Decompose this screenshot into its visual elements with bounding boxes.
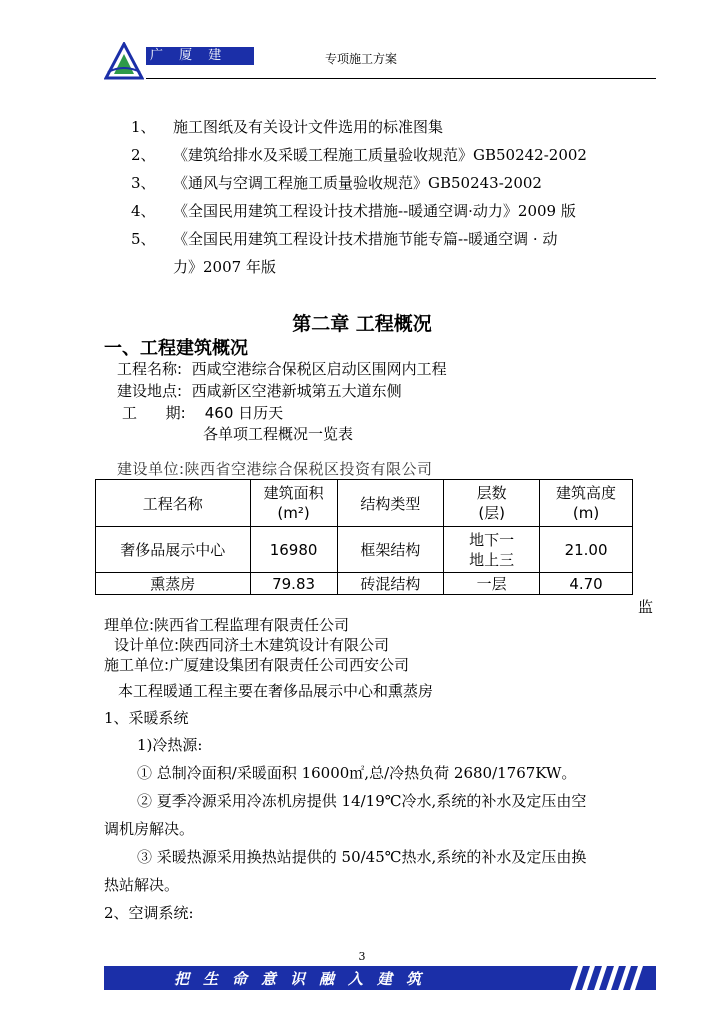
section-title: 一、工程建筑概况	[104, 338, 248, 359]
table-row	[96, 527, 633, 573]
table-cell: 框架结构	[337, 527, 444, 573]
footer-stripes-icon	[562, 966, 652, 990]
design-unit: 设计单位:陕西同济土木建筑设计有限公司	[114, 636, 390, 654]
table-cell: 21.00	[540, 527, 633, 573]
table-cell: 熏蒸房	[96, 573, 251, 595]
company-logo-icon	[104, 42, 144, 80]
company-name: 广 厦 建 设	[146, 47, 254, 65]
construction-unit: 施工单位:广厦建设集团有限责任公司西安公司	[104, 656, 410, 674]
heading-heating: 1、采暖系统	[104, 709, 189, 727]
intro-paragraph: 本工程暖通工程主要在奢侈品展示中心和熏蒸房	[118, 682, 434, 700]
table-cell: 一层	[444, 573, 540, 595]
paragraph-item: ② 夏季冷源采用冷冻机房提供 14/19℃冷水,系统的补水及定压由空	[137, 792, 587, 810]
table-cell: 79.83	[250, 573, 337, 595]
table-row	[96, 573, 633, 595]
reference-continuation: 力》2007 年版	[173, 258, 276, 276]
header-cell: 结构类型	[337, 480, 444, 527]
header-cell: 建筑高度 (m)	[540, 480, 633, 527]
table-cell: 4.70	[540, 573, 633, 595]
heading-ac: 2、空调系统:	[104, 904, 194, 922]
paragraph-continuation: 调机房解决。	[104, 820, 195, 838]
subheading-source: 1)冷热源:	[137, 736, 203, 754]
project-overview-table	[95, 479, 633, 595]
table-cell: 16980	[250, 527, 337, 573]
wrapped-character: 监	[638, 598, 654, 616]
chapter-title: 第二章 工程概况	[292, 313, 432, 335]
header-cell: 层数 (层)	[444, 480, 540, 527]
header-divider	[146, 78, 656, 79]
paragraph-item: ① 总制冷面积/采暖面积 16000㎡,总/冷热负荷 2680/1767KW。	[137, 764, 577, 782]
table-cell: 奢侈品展示中心	[96, 527, 251, 573]
owner-unit: 建设单位:陕西省空港综合保税区投资有限公司	[117, 460, 433, 478]
project-name-row: 工程名称: 西咸空港综合保税区启动区围网内工程	[117, 360, 447, 378]
table-title: 各单项工程概况一览表	[203, 425, 354, 443]
header-cell: 工程名称	[96, 480, 251, 527]
footer-motto: 把生命意识融入建筑	[174, 970, 436, 988]
page-number: 3	[358, 950, 366, 963]
paragraph-continuation: 热站解决。	[104, 876, 180, 894]
table-header-row	[96, 480, 633, 527]
project-location-row: 建设地点: 西咸新区空港新城第五大道东侧	[117, 382, 402, 400]
supervision-unit: 理单位:陕西省工程监理有限责任公司	[104, 616, 350, 634]
project-period-row: 工 期: 460 日历天	[122, 404, 284, 422]
document-type: 专项施工方案	[325, 52, 398, 66]
header-cell: 建筑面积 (m²)	[250, 480, 337, 527]
table-cell: 砖混结构	[337, 573, 444, 595]
footer-banner	[104, 966, 656, 990]
table-cell: 地下一 地上三	[444, 527, 540, 573]
paragraph-item: ③ 采暖热源采用换热站提供的 50/45℃热水,系统的补水及定压由换	[137, 848, 587, 866]
